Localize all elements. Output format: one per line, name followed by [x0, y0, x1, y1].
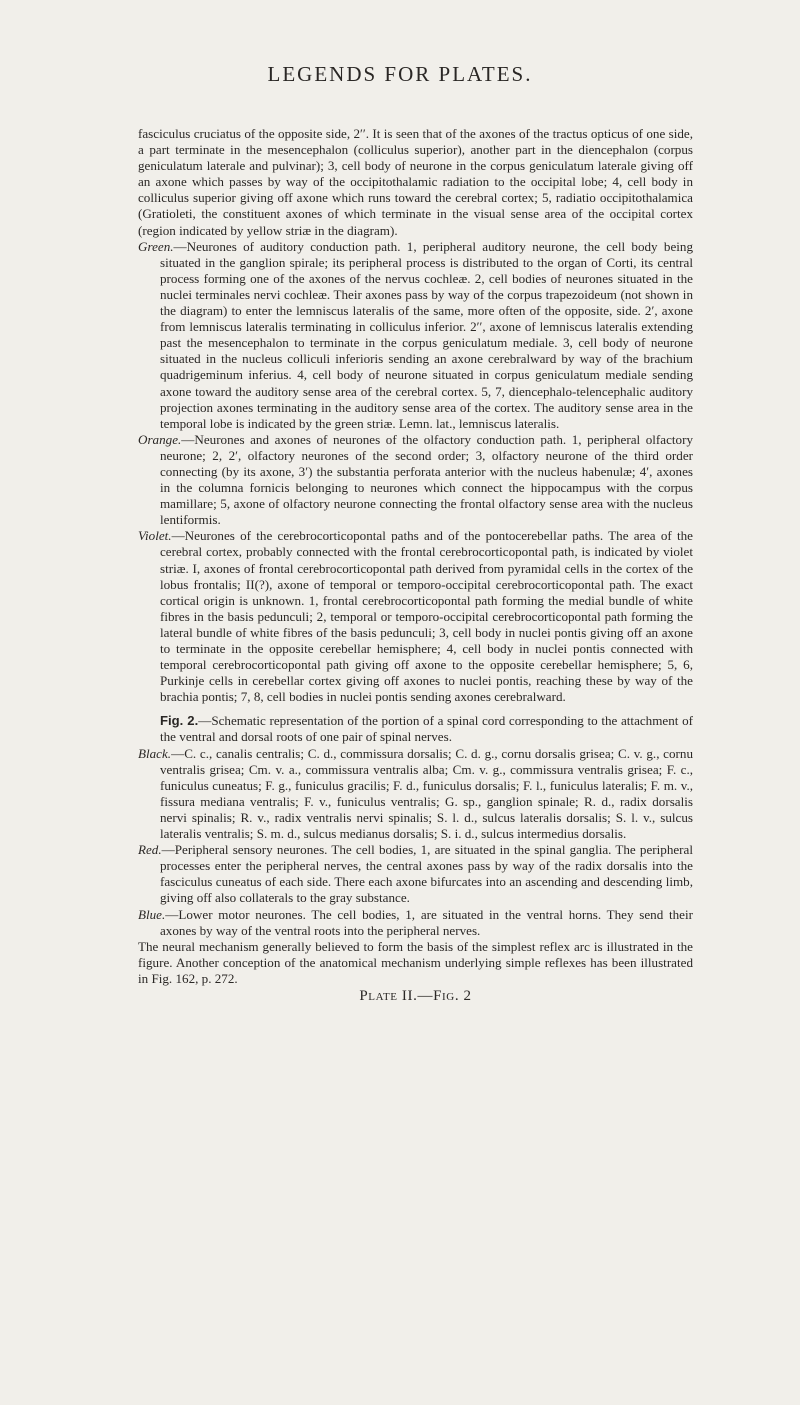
paragraph-violet	[138, 528, 693, 705]
paragraph-orange	[138, 432, 693, 529]
color-label-green: Green.	[138, 238, 174, 254]
paragraph-text: —Lower motor neurones. The cell bodies, 1, are situated in the ventral horns. They send their axones by way of the ventral roots into the peripheral nerves.	[160, 906, 693, 938]
running-header: LEGENDS FOR PLATES.	[267, 62, 533, 86]
figure-caption	[138, 713, 693, 745]
paragraph-continuation	[138, 126, 693, 239]
paragraph-text: —Neurones of auditory conduction path. 1, peripheral auditory neurone, the cell body being situated in the ganglion spirale; its peripheral process is distributed to the organ of Corti, its central process forming one of the axones of the nervus cochleæ. 2, cell bodies of neurones situated in the nuclei terminales nervi cochleæ. Their axones pass by way of the corpus trapezoideum (not shown in the diagram) to enter the lemniscus lateralis of the same, more often of the opposite, side. 2′, axone from lemniscus lateralis terminating in colliculus inferior. 2′′, axone of lemniscus lateralis extending past the mesencephalon to terminate in the corpus geniculatum mediale. 3, cell body of neurone situated in the nucleus colliculi inferioris sending an axone cerebralward by way of the brachium quadrigeminum inferius. 4, cell body of neurone situated in corpus geniculatum mediale sending axone toward the auditory sense area of the cerebral cortex. 5, 7, diencephalo-telencephalic auditory projection axones terminating in the auditory sense area of the cortex. The auditory sense area in the temporal lobe is indicated by the green striæ. Lemn. lat., lemniscus lateralis.	[160, 238, 693, 431]
paragraph-green	[138, 239, 693, 432]
paragraph-blue	[138, 907, 693, 939]
paragraph-black	[138, 746, 693, 843]
paragraph-text: The neural mechanism generally believed to form the basis of the simplest reflex arc is illustrated in the figure. Another conception of the anatomical mechanism underlying simple reflexes has been illustrated in Fig. 162, p. 272.	[138, 938, 693, 986]
paragraph-reflex	[138, 939, 693, 987]
paragraph-text: —Neurones of the cerebrocorticopontal paths and of the pontocerebellar paths. The area of the cerebral cortex, probably connected with the frontal cerebrocorticopontal path, is indicated by violet striæ. I, axones of frontal cerebrocorticopontal path derived from pyramidal cells in the cortex of the lobus frontalis; II(?), axone of temporal or temporo-occipital cerebrocorticopontal path. The exact cortical origin is unknown. 1, frontal cerebrocorticopontal path forming the medial bundle of white fibres in the basis pedunculi; 2, temporal or temporo-occipital cerebrocorticopontal path forming the lateral bundle of white fibres of the basis pedunculi; 3, cell body in nuclei pontis giving off an axone to terminate in the opposite cerebellar hemisphere; 4, cell body in nuclei pontis connected with temporal cerebrocorticopontal path giving off axone to the opposite cerebellar hemisphere; 5, 6, Purkinje cells in cerebellar cortex giving off axones to nuclei pontis, reaching these by way of the brachia pontis; 7, 8, cell bodies in nuclei pontis sending axones cerebralward.	[160, 528, 693, 705]
plate-reference: Plate II.—Fig. 2	[359, 987, 472, 1004]
color-label-violet: Violet.	[138, 528, 172, 544]
color-label-orange: Orange.	[138, 431, 182, 447]
paragraph-text: —Neurones and axones of neurones of the olfactory conduction path. 1, peripheral olfactory neurone; 2, 2′, olfactory neurones of the second order; 3, olfactory neurone of the third order connecting (by its axone, 3′) the substantia perforata anterior with the nucleus habenulæ; 4′, axones in the columna fornicis belonging to neurones which connect the hippocampus with the corpus mamillare; 5, axone of olfactory neurone connecting the frontal olfactory sense area with the nucleus lentiformis.	[160, 431, 693, 528]
color-label-red: Red.	[138, 842, 162, 858]
paragraph-red	[138, 842, 693, 906]
color-label-blue: Blue.	[138, 906, 166, 922]
legend-text	[138, 126, 693, 1004]
paragraph-text: —Schematic representation of the portion of a spinal cord corresponding to the attachment of the ventral and dorsal roots of one pair of spinal nerves.	[160, 713, 693, 745]
paragraph-text: —Peripheral sensory neurones. The cell bodies, 1, are situated in the spinal ganglia. The peripheral processes enter the peripheral nerves, the central axones pass by way of the radix dorsalis into the fasciculus cuneatus of each side. There each axone bifurcates into an ascending and descending limb, giving off also collaterals to the gray substance.	[160, 842, 693, 906]
figure-label: Fig. 2.	[160, 713, 199, 729]
paragraph-text: —C. c., canalis centralis; C. d., commissura dorsalis; C. d. g., cornu dorsalis grisea; C. v. g., cornu ventralis grisea; Cm. v. a., commissura ventralis alba; Cm. v. g., commissura ventralis grisea; F. c., funiculus cuneatus; F. g., funiculus gracilis; F. d., funiculus dorsalis; F. l., funiculus lateralis; F. m. v., fissura mediana ventralis; F. v., funiculus ventralis; G. sp., ganglion spinale; R. d., radix dorsalis nervi spinalis; R. v., radix ventralis nervi spinalis; S. l. d., sulcus lateralis dorsalis; S. l. v., sulcus lateralis ventralis; S. m. d., sulcus medianus dorsalis; S. i. d., sulcus intermedius dorsalis.	[160, 745, 693, 842]
paragraph-text: fasciculus cruciatus of the opposite side, 2′′. It is seen that of the axones of the tractus opticus of one side, a part terminate in the mesencephalon (colliculus superior), another part in the diencephalon (corpus geniculatum laterale and pulvinar); 3, cell body of neurone in the corpus geniculatum laterale giving off an axone which passes by way of the occipitothalamic radiation to the occipital lobe; 4, cell body in colliculus superior giving off axone which runs toward the cerebral cortex; 5, radiatio occipitothalamica (Gratioleti, the constituent axones of which terminate in the visual sense area of the occipital cortex (region indicated by yellow striæ in the diagram).	[138, 126, 693, 238]
color-label-black: Black.	[138, 745, 172, 761]
